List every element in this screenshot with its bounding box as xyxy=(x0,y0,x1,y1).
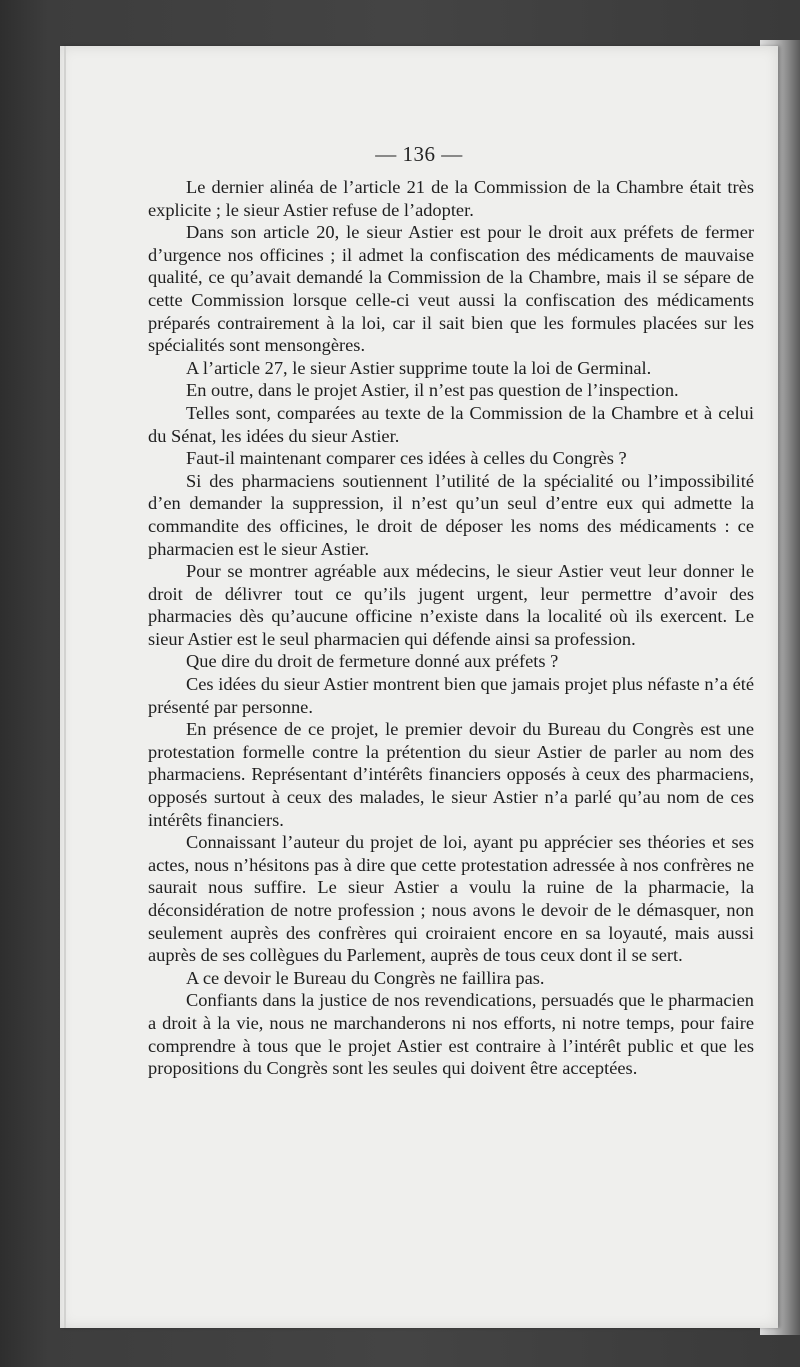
paragraph-2: Dans son article 20, le sieur Astier est pour le droit aux préfets de fermer d’urgence nos officines ; il admet la confiscation des médicaments de mauvaise qualité, ce qu’avait demandé la Commission de la Chambre, mais il se sépare de cette Commission lorsque celle-ci veut aussi la confiscation des médicaments préparés contrairement à la loi, car il sait bien que les formules placées sur les spécialités sont mensongères. xyxy=(148,222,754,356)
paragraph-10: Ces idées du sieur Astier montrent bien que jamais projet plus néfaste n’a été présenté par personne. xyxy=(148,674,754,717)
page-gutter-line xyxy=(64,46,66,1328)
paragraph-8: Pour se montrer agréable aux médecins, le sieur Astier veut leur donner le droit de délivrer tout ce qu’ils jugent urgent, leur permettre d’avoir des pharmacies dès qu’aucune officine n’existe dans la localité où ils exercent. Le sieur Astier est le seul pharmacien qui défende ainsi sa profession. xyxy=(148,561,754,649)
paragraph-14: Confiants dans la justice de nos revendications, persuadés que le pharmacien a droit à la vie, nous ne marchanderons ni nos efforts, ni notre temps, pour faire comprendre à tous que le projet Astier est contraire à l’intérêt public et que les propositions du Congrès sont les seules qui doivent être acceptées. xyxy=(148,990,754,1079)
paragraph-11: En présence de ce projet, le premier devoir du Bureau du Congrès est une protestation formelle contre la prétention du sieur Astier de parler au nom des pharmaciens. Représentant d’intérêts financiers opposés à ceux des pharmaciens, opposés surtout à ceux des malades, le sieur Astier n’a parlé qu’au nom de ces intérêts financiers. xyxy=(148,719,754,830)
paragraph-5: Telles sont, comparées au texte de la Commission de la Chambre et à celui du Sénat, les idées du sieur Astier. xyxy=(148,402,754,446)
page-number: — 136 — xyxy=(375,142,463,166)
paragraph-6: Faut-il maintenant comparer ces idées à celles du Congrès ? xyxy=(186,448,627,469)
paragraph-3: A l’article 27, le sieur Astier supprime toute la loi de Germinal. xyxy=(186,357,652,378)
paragraph-7: Si des pharmaciens soutiennent l’utilité de la spécialité ou l’impossibilité d’en demander la suppression, il n’est qu’un seul d’entre eux qui admette la commandite des officines, le droit de déposer les noms des médicaments : ce pharmacien est le sieur Astier. xyxy=(148,470,754,559)
paragraph-9: Que dire du droit de fermeture donné aux préfets ? xyxy=(186,651,559,672)
paragraph-1: Le dernier alinéa de l’article 21 de la Commission de la Chambre était très explicite ; le sieur Astier refuse de l’adopter. xyxy=(148,177,754,220)
body-text xyxy=(148,176,754,1080)
paragraph-12: Connaissant l’auteur du projet de loi, ayant pu apprécier ses théories et ses actes, nous n’hésitons pas à dire que cette protestation adressée à nos confrères ne saurait nous suffire. Le sieur Astier a voulu la ruine de la pharmacie, la déconsidération de notre profession ; nous avons le devoir de le démasquer, non seulement auprès des confrères qui croiraient encore en sa loyauté, mais aussi auprès de ses collègues du Parlement, auprès de tous ceux dont il se sert. xyxy=(148,832,754,966)
paragraph-13: A ce devoir le Bureau du Congrès ne faillira pas. xyxy=(186,967,545,988)
book-page xyxy=(60,46,778,1328)
paragraph-4: En outre, dans le projet Astier, il n’est pas question de l’inspection. xyxy=(186,380,679,401)
